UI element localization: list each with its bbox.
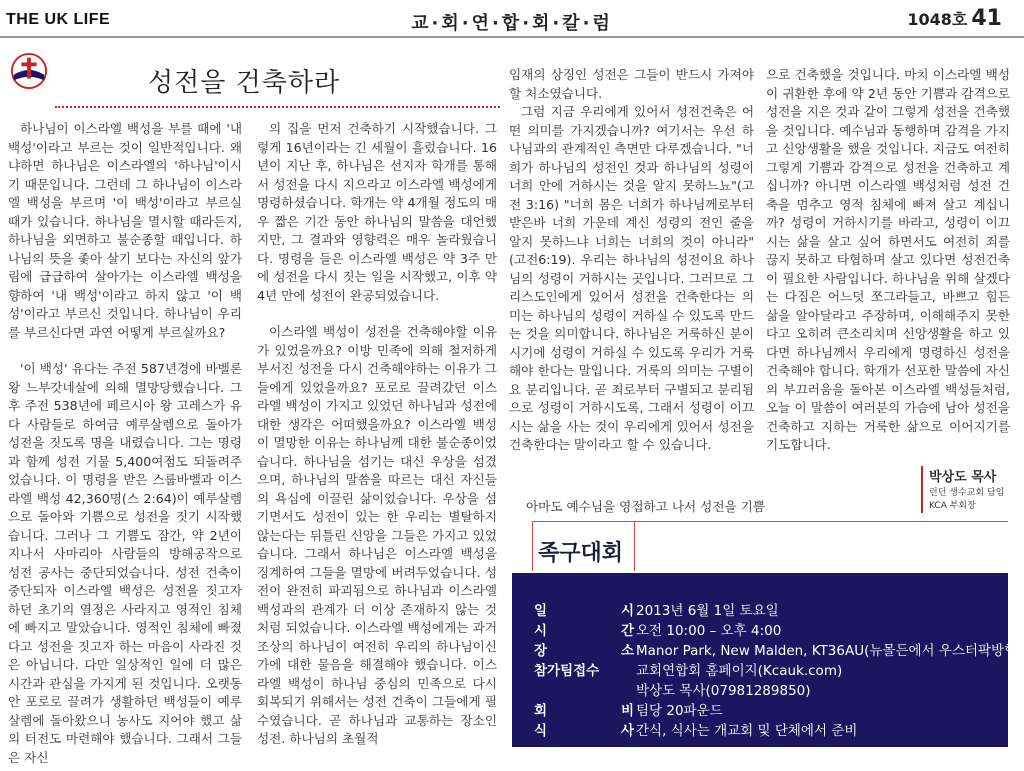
- church-council-logo-icon: [10, 52, 48, 90]
- event-value: 2013년 6월 1일 토요일: [636, 603, 779, 619]
- event-label: 참가팀접수: [534, 663, 600, 679]
- paragraph: 이스라엘 백성이 성전을 건축해야할 이유가 있었을까요? 이방 민족에 의해 철저하게 부서진 성전을 다시 건축해야하는 이유가 그들에게 있었을까요? 포로로 끌려갔던 이스라엘 백성이 가지고 있었던 하나님과 성전에 대한 생각은 어떠했을까요? 이스라엘 백성이 멸망한 이유는 하나님께 대한 불순종이었습니다. 하나님을 섬기는 대신 우상을 섬겼으며, 하나님의 말씀을 따르는 대신 자신들의 욕심에 이끌린 삶이었습니다. 우상을 섬기면서도 성전이 있는 한 우리는 별탈하지 않는다는 뒤틀린 신앙을 그들은 가지고 있었습니다. 그래서 하나님은 이스라엘 백성을 징계하여 그들을 멸망에 버려두었습니다. 성전이 완전히 파괴됨으로 하나님과 이스라엘 백성과의 관계가 더 이상 존재하지 않는 것처럼 되었습니다. 이스라엘 백성에게는 과거 조상의 하나님이 여전히 우리의 하나님이신가에 대한 물음을 해결해야 했습니다. 이스라엘 백성이 하나님 중심의 민족으로 다시 회복되기 위해서는 성전 건축이 그들에게 필수였습니다. 곧 하나님과 교통하는 장소인 성전. 하나님의 초월적: [257, 324, 497, 746]
- article-headline: 성전을 건축하라: [148, 68, 341, 98]
- paragraph: 하나님이 이스라엘 백성을 부를 때에 '내 백성'이라고 부르는 것이 일반적입니다. 왜냐하면 하나님은 이스라엘의 '하나님'이시기 때문입니다. 그런데 그 하나님이 이스라엘 백성을 부르며 '이 백성'이라고 부르실 때가 있습니다. 하나님을 멸시할 때라든지, 하나님을 외면하고 불순종할 때입니다. 하나님의 뜻을 좇아 살기 보다는 자신의 앞가림에 급급하여 살아가는 이스라엘 백성을 향하여 '내 백성'이라고 하지 않고 '이 백성'이라고 부르신 것입니다. 하나님이 우리를 부르신다면 과연 어떻게 부르실까요?: [8, 121, 242, 340]
- event-title: 족구대회: [538, 541, 624, 566]
- event-label: 장 소: [534, 643, 634, 659]
- issue-label: 1048호: [907, 10, 968, 29]
- paragraph: '이 백성' 유다는 주전 587년경에 바벨론 왕 느부갓네살에 의해 멸망당했습니다. 그 후 주전 538년에 페르시아 왕 고레스가 유다 사람들로 하여금 예루살렘으로 돌아가 성전을 짓도록 명을 내렸습니다. 그는 명령과 함께 성전 기물 5,400여점도 되돌려주었습니다. 이 명령을 받은 스룹바벨과 이스라엘 백성 42,360명(스 2:64)이 예루살렘으로 돌아와 기쁨으로 성전을 짓기 시작했습니다. 그러나 그 기쁨도 잠간, 약 2년이 지나서 사마리아 사람들의 방해공작으로 성전 공사는 중단되었습니다. 성전 건축이 중단되자 이스라엘 백성은 성전을 짓고자 하던 초기의 열정은 사라지고 영적인 침체에 빠지고 말았습니다. 영적인 침체에 빠졌다고 성전을 짓고자 하는 마음이 사라진 것은 아닙니다. 다만 일상적인 일에 더 많은 시간과 관심을 가지게 된 것입니다. 오랫동안 포로로 끌려가 생활하던 백성들이 예루살렘에 돌아왔으니 농사도 지어야 했고 삶의 터전도 마련해야 했습니다. 그래서 그들은 자신: [8, 361, 242, 765]
- event-value: 팀당 20파운드: [636, 703, 723, 719]
- event-frame-tick: [634, 521, 635, 571]
- paragraph-teaser: 아마도 예수님을 영접하고 나서 성전을 기쁨: [526, 499, 765, 514]
- column-series-title: 교·회·연·합·회·칼·럼: [411, 13, 613, 34]
- event-details-panel: [512, 573, 1023, 747]
- event-label: 식 사: [534, 723, 634, 739]
- page-number: 41: [971, 6, 1002, 31]
- article-column-4: [766, 66, 1010, 455]
- event-value: 교회연합회 홈페이지(Kcauk.com): [636, 663, 843, 679]
- headline-divider: [55, 106, 500, 108]
- event-label: 시 간: [534, 623, 634, 639]
- event-value: 오전 10:00 – 오후 4:00: [636, 623, 782, 639]
- publication-name: THE UK LIFE: [6, 11, 111, 28]
- author-affiliation: 런던 생수교회 담임: [929, 488, 1005, 498]
- author-title: KCA 부회장: [929, 501, 976, 511]
- masthead: [0, 0, 1024, 40]
- event-value: Manor Park, New Malden, KT36AU(뉴몰든에서 우스터팍방향): [636, 643, 1023, 659]
- paragraph: 임재의 상징인 성전은 그들이 반드시 가져야 할 처소였습니다.: [509, 67, 754, 101]
- event-label: 회 비: [534, 703, 634, 719]
- article-column-2: [257, 120, 497, 749]
- issue-number: [907, 6, 1002, 31]
- article-column-1: [8, 120, 242, 767]
- event-frame-line: [532, 521, 1008, 522]
- author-name: 박상도 목사: [929, 470, 997, 485]
- event-notice: [512, 521, 1023, 747]
- article-column-3: [509, 66, 754, 455]
- paragraph: 그럼 지금 우리에게 있어서 성전건축은 어떤 의미를 가지겠습니까? 여기서는 우선 하나님과의 관계적인 측면만 다루겠습니다. "너희가 하나님의 성전인 것과 하나님의 성령이 너희 안에 거하시는 것을 알지 못하느뇨"(고전 3:16) "너희 몸은 너희가 하나님께로부터 받은바 너희 가운데 계신 성령의 전인 줄을 알지 못하느냐 너희는 너희의 것이 아니라"(고전6:19). 우리는 하나님의 성전이요 하나님의 성령이 거하시는 곳입니다. 그러므로 그리스도인에게 있어서 성전을 건축한다는 의미는 하나님의 성령이 거하실 수 있도록 만드는 것을 의미합니다. 하나님은 거룩하신 분이시기에 성령이 거하실 수 있도록 우리가 거룩해야 한다는 말입니다. 거룩의 의미는 구별이요 분리입니다. 곧 죄로부터 구별되고 분리됨으로 성령이 거하시도록, 그래서 성령이 이끄시는 삶을 사는 것이 우리에게 있어서 성전을 건축한다는 말이라고 할 수 있습니다.: [509, 104, 754, 452]
- paragraph: 으로 건축했을 것입니다. 마치 이스라엘 백성이 귀환한 후에 약 2년 동안 기쁨과 감격으로 성전을 지은 것과 같이 그렇게 성전을 건축했을 것입니다. 예수님과 동행하며 감격을 가지고 신앙생활을 했을 것입니다. 지금도 여전히 그렇게 기쁨과 감격으로 성전을 건축하고 계십니까? 아니면 이스라엘 백성처럼 성전 건축을 멈추고 영적 침체에 빠져 살고 계십니까? 성령이 거하시기를 바라고, 성령이 이끄시는 삶을 살고 싶어 하면서도 여전히 죄를 끊지 못하고 타협하며 살고 있다면 성전건축이 필요한 사람입니다. 하나님을 위해 살겠다는 다짐은 어느덧 쪼그라들고, 바쁘고 힘든 삶을 알아달라고 주장하며, 이해해주지 못한다고 오히려 큰소리치며 신앙생활을 하고 있다면 하나님께서 우리에게 명령하신 성전을 건축해야 합니다. 학개가 선포한 말씀에 자신의 부끄러움을 돌아본 이스라엘 백성들처럼, 오늘 이 말씀이 여러분의 가슴에 남아 성전을 건축하고 지하는 거룩한 삶으로 이어지기를 기도합니다.: [766, 67, 1010, 452]
- paragraph: 의 집을 먼저 건축하기 시작했습니다. 그렇게 16년이라는 긴 세월이 흘렀습니다. 16년이 지난 후, 하나님은 선지자 학개를 통해서 성전을 다시 지으라고 이스라엘 백성에게 명령하셨습니다. 학개는 약 4개월 정도의 매우 짧은 기간 동안 하나님의 말씀을 대언했지만, 그 결과와 영향력은 매우 놀라웠습니다. 명령을 들은 이스라엘 백성은 약 3주 만에 성전을 다시 짓는 일을 시작했고, 이후 약 4년 만에 성전이 완공되었습니다.: [257, 121, 497, 303]
- event-frame-tick: [532, 521, 533, 571]
- masthead-rule: [0, 36, 1024, 38]
- event-value: 간식, 식사는 개교회 및 단체에서 준비: [636, 723, 858, 739]
- author-byline: [921, 466, 1004, 513]
- event-label: 일 시: [534, 603, 634, 619]
- event-value: 박상도 목사(07981289850): [636, 683, 811, 699]
